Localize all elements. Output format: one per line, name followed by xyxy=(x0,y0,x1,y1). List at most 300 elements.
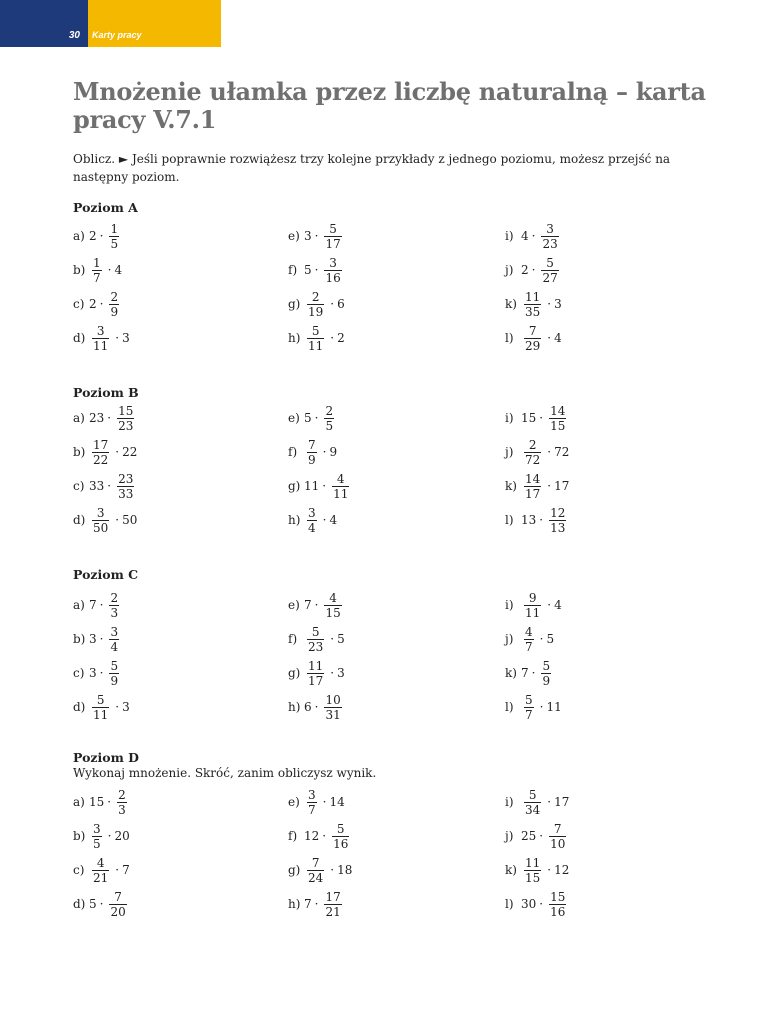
multiplication-dot: · xyxy=(115,331,120,345)
fraction-denominator: 9 xyxy=(110,304,119,319)
exercise-item xyxy=(288,658,345,688)
fraction-denominator: 10 xyxy=(550,836,566,851)
fraction-numerator: 5 xyxy=(546,255,554,270)
fraction xyxy=(524,473,541,500)
exercise-item xyxy=(505,855,569,885)
exercise-item xyxy=(73,403,137,433)
fraction-numerator: 1 xyxy=(110,221,119,236)
fraction-numerator: 3 xyxy=(329,255,337,270)
fraction-numerator: 3 xyxy=(308,505,316,520)
fraction xyxy=(524,325,541,352)
fraction xyxy=(92,823,102,850)
fraction xyxy=(324,694,341,721)
exercise-label: g) xyxy=(288,297,301,311)
exercise-item xyxy=(505,692,562,722)
fraction xyxy=(117,405,134,432)
fraction-denominator: 15 xyxy=(550,418,566,433)
fraction-numerator: 1 xyxy=(93,255,101,270)
exercise-item xyxy=(288,221,345,251)
exercise-label: a) xyxy=(73,795,85,809)
fraction-denominator: 16 xyxy=(325,270,341,285)
fraction-numerator: 15 xyxy=(118,403,134,418)
multiplication-dot: · xyxy=(539,632,544,646)
fraction-denominator: 19 xyxy=(308,304,324,319)
whole-number: 7 xyxy=(304,897,312,911)
fraction-numerator: 14 xyxy=(550,403,566,418)
whole-number: 13 xyxy=(521,513,537,527)
fraction-numerator: 3 xyxy=(308,787,316,802)
exercise-label: h) xyxy=(288,700,301,714)
whole-number: 7 xyxy=(122,863,130,877)
exercise-label: i) xyxy=(505,795,514,809)
instructions-lead: Oblicz. xyxy=(73,152,116,166)
exercise-item xyxy=(73,505,137,535)
fraction-numerator: 7 xyxy=(528,323,537,338)
instructions xyxy=(73,150,683,186)
fraction xyxy=(541,257,558,284)
whole-number: 3 xyxy=(89,632,97,646)
fraction-numerator: 14 xyxy=(525,471,541,486)
exercise-item xyxy=(288,624,345,654)
multiplication-dot: · xyxy=(99,229,104,243)
level-heading: Poziom B xyxy=(73,385,139,400)
level-heading: Poziom A xyxy=(73,200,138,215)
multiplication-dot: · xyxy=(107,263,112,277)
fraction xyxy=(92,857,109,884)
whole-number: 5 xyxy=(304,263,312,277)
exercise-label: d) xyxy=(73,700,86,714)
fraction xyxy=(549,891,566,918)
whole-number: 33 xyxy=(89,479,105,493)
whole-number: 6 xyxy=(304,700,312,714)
fraction-numerator: 7 xyxy=(114,889,122,904)
whole-number: 2 xyxy=(89,297,97,311)
multiplication-dot: · xyxy=(531,666,536,680)
fraction xyxy=(549,823,566,850)
multiplication-dot: · xyxy=(531,229,536,243)
fraction-denominator: 15 xyxy=(525,870,541,885)
fraction-numerator: 11 xyxy=(308,658,324,673)
fraction-numerator: 3 xyxy=(96,323,105,338)
exercise-item xyxy=(288,821,352,851)
fraction-denominator: 27 xyxy=(542,270,558,285)
fraction-denominator: 11 xyxy=(93,707,109,722)
fraction-denominator: 13 xyxy=(550,520,566,535)
level-instruction: Wykonaj mnożenie. Skróć, zanim obliczysz wynik. xyxy=(73,766,377,780)
fraction-numerator: 5 xyxy=(542,658,551,673)
whole-number: 12 xyxy=(304,829,320,843)
fraction-denominator: 11 xyxy=(525,605,541,620)
multiplication-dot: · xyxy=(107,479,112,493)
fraction-denominator: 29 xyxy=(525,338,541,353)
whole-number: 11 xyxy=(546,700,562,714)
exercise-label: f) xyxy=(288,445,298,459)
fraction xyxy=(324,891,341,918)
multiplication-dot: · xyxy=(322,829,327,843)
fraction-numerator: 5 xyxy=(528,787,537,802)
multiplication-dot: · xyxy=(99,632,104,646)
fraction-numerator: 3 xyxy=(93,821,101,836)
exercise-label: k) xyxy=(505,666,517,680)
exercise-item xyxy=(288,403,337,433)
exercise-label: a) xyxy=(73,229,85,243)
exercise-label: e) xyxy=(288,411,300,425)
fraction-numerator: 2 xyxy=(110,289,119,304)
fraction-denominator: 5 xyxy=(325,418,334,433)
fraction-denominator: 23 xyxy=(542,236,558,251)
fraction xyxy=(307,789,317,816)
whole-number: 4 xyxy=(114,263,123,277)
fraction-denominator: 23 xyxy=(118,418,134,433)
multiplication-dot: · xyxy=(314,897,319,911)
exercise-label: c) xyxy=(73,479,85,493)
exercise-label: g) xyxy=(288,666,301,680)
exercise-item xyxy=(73,471,137,501)
whole-number: 6 xyxy=(337,297,345,311)
fraction xyxy=(109,223,119,250)
fraction-denominator: 50 xyxy=(93,520,109,535)
multiplication-dot: · xyxy=(330,666,335,680)
whole-number: 3 xyxy=(304,229,312,243)
exercise-label: i) xyxy=(505,411,514,425)
fraction-denominator: 7 xyxy=(525,639,533,654)
exercise-label: e) xyxy=(288,795,300,809)
exercise-item xyxy=(288,289,345,319)
exercise-label: f) xyxy=(288,632,298,646)
multiplication-dot: · xyxy=(539,897,544,911)
fraction-denominator: 15 xyxy=(325,605,341,620)
fraction-denominator: 33 xyxy=(118,486,134,501)
fraction-numerator: 7 xyxy=(553,821,562,836)
multiplication-dot: · xyxy=(539,411,544,425)
exercise-label: k) xyxy=(505,479,517,493)
exercise-label: f) xyxy=(288,263,298,277)
exercise-label: c) xyxy=(73,666,85,680)
multiplication-dot: · xyxy=(547,479,552,493)
fraction-denominator: 23 xyxy=(308,639,324,654)
fraction-denominator: 72 xyxy=(525,452,541,467)
fraction xyxy=(524,857,541,884)
fraction-denominator: 31 xyxy=(325,707,341,722)
multiplication-dot: · xyxy=(330,863,335,877)
whole-number: 25 xyxy=(521,829,537,843)
exercise-label: l) xyxy=(505,897,514,911)
exercise-item xyxy=(288,471,352,501)
fraction xyxy=(109,291,119,318)
fraction-numerator: 2 xyxy=(528,437,537,452)
multiplication-dot: · xyxy=(322,479,327,493)
fraction-denominator: 21 xyxy=(325,904,341,919)
fraction-denominator: 7 xyxy=(525,707,533,722)
multiplication-dot: · xyxy=(314,229,319,243)
multiplication-dot: · xyxy=(547,598,552,612)
fraction-denominator: 20 xyxy=(110,904,126,919)
exercise-label: b) xyxy=(73,445,86,459)
fraction-numerator: 5 xyxy=(329,221,337,236)
whole-number: 3 xyxy=(89,666,97,680)
fraction xyxy=(324,257,341,284)
fraction-numerator: 5 xyxy=(311,323,320,338)
fraction xyxy=(332,473,349,500)
exercise-item xyxy=(288,255,345,285)
fraction xyxy=(109,891,126,918)
whole-number: 12 xyxy=(554,863,570,877)
exercise-item xyxy=(505,289,562,319)
exercise-item xyxy=(505,821,569,851)
exercise-item xyxy=(73,323,130,353)
exercise-item xyxy=(288,323,345,353)
exercise-item xyxy=(505,403,569,433)
fraction-numerator: 4 xyxy=(336,471,345,486)
exercise-item xyxy=(505,624,554,654)
fraction-numerator: 15 xyxy=(550,889,566,904)
whole-number: 23 xyxy=(89,411,105,425)
whole-number: 3 xyxy=(337,666,345,680)
whole-number: 9 xyxy=(329,445,338,459)
exercise-item xyxy=(288,855,352,885)
fraction-numerator: 5 xyxy=(110,658,119,673)
exercise-item xyxy=(505,437,569,467)
fraction-denominator: 11 xyxy=(333,486,349,501)
exercise-label: k) xyxy=(505,297,517,311)
fraction xyxy=(307,857,324,884)
exercise-item xyxy=(73,289,122,319)
exercise-item xyxy=(505,323,562,353)
exercise-label: f) xyxy=(288,829,298,843)
fraction-numerator: 12 xyxy=(550,505,566,520)
fraction xyxy=(324,405,334,432)
multiplication-dot: · xyxy=(547,863,552,877)
fraction-denominator: 16 xyxy=(333,836,349,851)
fraction xyxy=(524,291,541,318)
multiplication-dot: · xyxy=(107,795,112,809)
whole-number: 20 xyxy=(114,829,130,843)
fraction-denominator: 9 xyxy=(110,673,119,688)
whole-number: 2 xyxy=(337,331,345,345)
whole-number: 5 xyxy=(304,411,312,425)
fraction-denominator: 24 xyxy=(308,870,324,885)
fraction-denominator: 11 xyxy=(308,338,324,353)
exercise-label: c) xyxy=(73,297,85,311)
exercise-item xyxy=(505,505,569,535)
exercise-label: i) xyxy=(505,229,514,243)
whole-number: 11 xyxy=(304,479,320,493)
multiplication-dot: · xyxy=(539,513,544,527)
whole-number: 5 xyxy=(89,897,97,911)
exercise-item xyxy=(73,255,122,285)
fraction xyxy=(307,291,324,318)
multiplication-dot: · xyxy=(99,297,104,311)
multiplication-dot: · xyxy=(99,897,104,911)
exercise-item xyxy=(288,692,345,722)
multiplication-dot: · xyxy=(99,666,104,680)
fraction-numerator: 17 xyxy=(325,889,341,904)
fraction xyxy=(307,660,324,687)
whole-number: 50 xyxy=(122,513,138,527)
fraction-numerator: 2 xyxy=(325,403,334,418)
fraction-denominator: 3 xyxy=(110,605,119,620)
whole-number: 7 xyxy=(304,598,312,612)
exercise-item xyxy=(505,590,562,620)
fraction-numerator: 2 xyxy=(311,289,320,304)
fraction-denominator: 17 xyxy=(325,236,341,251)
multiplication-dot: · xyxy=(547,795,552,809)
exercise-item xyxy=(288,787,345,817)
whole-number: 17 xyxy=(554,795,570,809)
exercise-label: c) xyxy=(73,863,85,877)
exercise-label: e) xyxy=(288,229,300,243)
exercise-item xyxy=(73,624,122,654)
exercise-label: e) xyxy=(288,598,300,612)
whole-number: 4 xyxy=(521,229,529,243)
whole-number: 22 xyxy=(122,445,138,459)
exercise-item xyxy=(288,889,345,919)
whole-number: 72 xyxy=(554,445,570,459)
whole-number: 18 xyxy=(337,863,353,877)
whole-number: 4 xyxy=(554,598,562,612)
header-blue-block xyxy=(0,0,88,47)
fraction xyxy=(541,660,551,687)
whole-number: 14 xyxy=(329,795,345,809)
exercise-label: i) xyxy=(505,598,514,612)
fraction-numerator: 3 xyxy=(96,505,105,520)
exercise-item xyxy=(73,821,130,851)
fraction xyxy=(307,507,317,534)
exercise-label: d) xyxy=(73,513,86,527)
whole-number: 7 xyxy=(89,598,97,612)
exercise-label: b) xyxy=(73,632,86,646)
fraction xyxy=(524,439,541,466)
fraction-denominator: 34 xyxy=(525,802,541,817)
exercise-label: h) xyxy=(288,897,301,911)
fraction-numerator: 4 xyxy=(96,855,105,870)
whole-number: 5 xyxy=(337,632,345,646)
fraction-numerator: 3 xyxy=(110,624,119,639)
fraction xyxy=(524,789,541,816)
fraction xyxy=(92,507,109,534)
fraction xyxy=(109,660,119,687)
multiplication-dot: · xyxy=(547,331,552,345)
multiplication-dot: · xyxy=(115,445,120,459)
exercise-item xyxy=(505,471,569,501)
exercise-label: d) xyxy=(73,331,86,345)
fraction-numerator: 4 xyxy=(329,590,337,605)
fraction-denominator: 3 xyxy=(118,802,126,817)
exercise-item xyxy=(73,889,130,919)
fraction xyxy=(92,694,109,721)
fraction-numerator: 9 xyxy=(528,590,537,605)
exercise-item xyxy=(73,221,122,251)
exercise-label: k) xyxy=(505,863,517,877)
fraction-denominator: 35 xyxy=(525,304,541,319)
fraction-numerator: 11 xyxy=(525,289,541,304)
multiplication-dot: · xyxy=(547,445,552,459)
exercise-item xyxy=(505,889,569,919)
whole-number: 15 xyxy=(521,411,537,425)
fraction xyxy=(307,325,324,352)
fraction xyxy=(524,626,534,653)
fraction xyxy=(92,257,102,284)
multiplication-dot: · xyxy=(99,598,104,612)
page-title: Mnożenie ułamka przez liczbę naturalną – karta pracy V.7.1 xyxy=(73,77,706,134)
fraction xyxy=(332,823,349,850)
fraction xyxy=(324,592,341,619)
exercise-label: h) xyxy=(288,331,301,345)
multiplication-dot: · xyxy=(322,513,327,527)
exercise-label: l) xyxy=(505,700,514,714)
fraction-numerator: 3 xyxy=(546,221,554,236)
fraction xyxy=(109,626,119,653)
exercise-item xyxy=(288,590,345,620)
fraction-numerator: 4 xyxy=(525,624,533,639)
fraction-numerator: 7 xyxy=(308,437,316,452)
multiplication-dot: · xyxy=(314,263,319,277)
whole-number: 7 xyxy=(521,666,529,680)
multiplication-dot: · xyxy=(531,263,536,277)
exercise-label: b) xyxy=(73,829,86,843)
multiplication-dot: · xyxy=(330,331,335,345)
fraction-numerator: 10 xyxy=(325,692,341,707)
fraction-denominator: 17 xyxy=(308,673,324,688)
fraction-numerator: 2 xyxy=(118,787,126,802)
exercise-item xyxy=(505,255,562,285)
fraction-numerator: 7 xyxy=(311,855,320,870)
fraction-numerator: 5 xyxy=(311,624,320,639)
exercise-item xyxy=(288,505,337,535)
multiplication-dot: · xyxy=(547,297,552,311)
fraction-denominator: 9 xyxy=(308,452,316,467)
exercise-label: g) xyxy=(288,863,301,877)
fraction-denominator: 9 xyxy=(542,673,551,688)
whole-number: 15 xyxy=(89,795,105,809)
fraction-numerator: 11 xyxy=(525,855,541,870)
whole-number: 3 xyxy=(554,297,562,311)
exercise-label: l) xyxy=(505,513,514,527)
fraction xyxy=(117,473,134,500)
exercise-label: a) xyxy=(73,598,85,612)
multiplication-dot: · xyxy=(314,700,319,714)
exercise-item xyxy=(505,221,562,251)
fraction-denominator: 7 xyxy=(308,802,316,817)
section-name: Karty pracy xyxy=(92,30,142,40)
whole-number: 17 xyxy=(554,479,570,493)
fraction xyxy=(109,592,119,619)
whole-number: 3 xyxy=(122,331,130,345)
whole-number: 3 xyxy=(122,700,130,714)
level-heading: Poziom C xyxy=(73,567,139,582)
instructions-text: Jeśli poprawnie rozwiążesz trzy kolejne przykłady z jednego poziomu, możesz przejść na następny poziom. xyxy=(73,152,671,184)
fraction-numerator: 5 xyxy=(336,821,345,836)
fraction xyxy=(92,439,109,466)
fraction-denominator: 4 xyxy=(110,639,119,654)
fraction xyxy=(324,223,341,250)
whole-number: 2 xyxy=(521,263,529,277)
exercise-item xyxy=(505,787,569,817)
fraction-denominator: 4 xyxy=(308,520,316,535)
exercise-label: d) xyxy=(73,897,86,911)
multiplication-dot: · xyxy=(107,411,112,425)
whole-number: 2 xyxy=(89,229,97,243)
fraction-numerator: 23 xyxy=(118,471,134,486)
header-bar xyxy=(0,0,221,47)
multiplication-dot: · xyxy=(330,632,335,646)
multiplication-dot: · xyxy=(539,700,544,714)
level-heading: Poziom D xyxy=(73,750,140,765)
multiplication-dot: · xyxy=(330,297,335,311)
exercise-item xyxy=(73,692,130,722)
exercise-item xyxy=(73,787,130,817)
exercise-label: j) xyxy=(505,829,514,843)
